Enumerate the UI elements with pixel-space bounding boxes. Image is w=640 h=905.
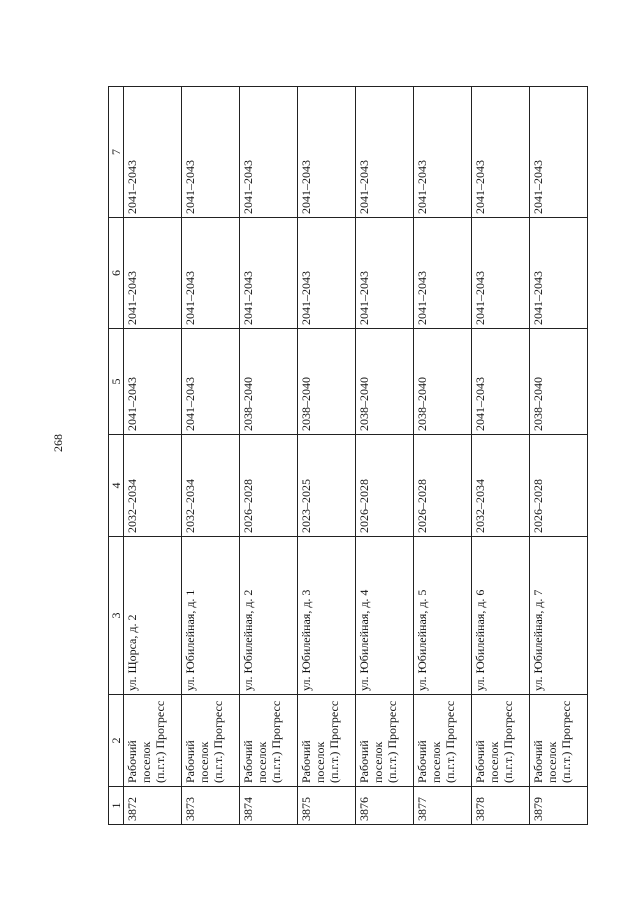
locality-line: поселок: [255, 741, 269, 783]
locality-line: Рабочий: [299, 740, 313, 783]
address-cell: ул. Юбилейная, д. 5: [414, 537, 472, 695]
locality-line: (п.г.т.) Прогресс: [385, 700, 399, 783]
address-cell: ул. Юбилейная, д. 3: [298, 537, 356, 695]
period-cell-col4: 2026–2028: [414, 435, 472, 537]
period-cell-col6: 2041–2043: [414, 218, 472, 329]
table-row: [182, 87, 240, 825]
period-cell-col5: 2038–2040: [530, 329, 588, 435]
period-cell-col5: 2041–2043: [124, 329, 182, 435]
period-cell-col7: 2041–2043: [472, 87, 530, 218]
period-cell-col7: 2041–2043: [298, 87, 356, 218]
row-number-cell: 3875: [298, 787, 356, 825]
locality-line: (п.г.т.) Прогресс: [153, 700, 167, 783]
period-cell-col6: 2041–2043: [356, 218, 414, 329]
period-cell-col5: 2038–2040: [298, 329, 356, 435]
row-number-cell: 3872: [124, 787, 182, 825]
table-row: [472, 87, 530, 825]
header-cell: 4: [109, 435, 124, 537]
period-cell-col7: 2041–2043: [530, 87, 588, 218]
table-row: [298, 87, 356, 825]
address-cell: ул. Юбилейная, д. 7: [530, 537, 588, 695]
locality-line: Рабочий: [415, 740, 429, 783]
period-cell-col4: 2023–2025: [298, 435, 356, 537]
locality-line: поселок: [197, 741, 211, 783]
period-cell-col7: 2041–2043: [414, 87, 472, 218]
address-cell: ул. Юбилейная, д. 6: [472, 537, 530, 695]
locality-line: Рабочий: [357, 740, 371, 783]
table-header-row: [109, 87, 124, 825]
period-cell-col5: 2038–2040: [240, 329, 298, 435]
locality-line: поселок: [429, 741, 443, 783]
row-number-cell: 3877: [414, 787, 472, 825]
locality-line: поселок: [487, 741, 501, 783]
header-cell: 5: [109, 329, 124, 435]
locality-line: Рабочий: [183, 740, 197, 783]
period-cell-col5: 2041–2043: [182, 329, 240, 435]
rotated-table-frame: [108, 87, 588, 825]
locality-cell: [530, 695, 588, 787]
locality-line: (п.г.т.) Прогресс: [559, 700, 573, 783]
row-number-cell: 3878: [472, 787, 530, 825]
locality-cell: [298, 695, 356, 787]
locality-line: (п.г.т.) Прогресс: [501, 700, 515, 783]
row-number-cell: 3879: [530, 787, 588, 825]
locality-line: (п.г.т.) Прогресс: [269, 700, 283, 783]
locality-line: поселок: [313, 741, 327, 783]
row-number-cell: 3874: [240, 787, 298, 825]
locality-cell: [472, 695, 530, 787]
locality-line: (п.г.т.) Прогресс: [443, 700, 457, 783]
period-cell-col6: 2041–2043: [124, 218, 182, 329]
table-row: [240, 87, 298, 825]
locality-line: Рабочий: [241, 740, 255, 783]
locality-line: Рабочий: [473, 740, 487, 783]
locality-line: (п.г.т.) Прогресс: [327, 700, 341, 783]
period-cell-col4: 2026–2028: [356, 435, 414, 537]
period-cell-col6: 2041–2043: [240, 218, 298, 329]
period-cell-col4: 2026–2028: [530, 435, 588, 537]
locality-line: поселок: [139, 741, 153, 783]
data-table: [108, 86, 588, 825]
period-cell-col7: 2041–2043: [182, 87, 240, 218]
period-cell-col4: 2032–2034: [182, 435, 240, 537]
period-cell-col4: 2026–2028: [240, 435, 298, 537]
locality-cell: [240, 695, 298, 787]
period-cell-col6: 2041–2043: [472, 218, 530, 329]
locality-line: поселок: [545, 741, 559, 783]
period-cell-col6: 2041–2043: [298, 218, 356, 329]
address-cell: ул. Щорса, д. 2: [124, 537, 182, 695]
locality-cell: [124, 695, 182, 787]
header-cell: 3: [109, 537, 124, 695]
row-number-cell: 3873: [182, 787, 240, 825]
header-cell: 6: [109, 218, 124, 329]
period-cell-col5: 2038–2040: [356, 329, 414, 435]
table-row: [124, 87, 182, 825]
period-cell-col4: 2032–2034: [472, 435, 530, 537]
header-cell: 1: [109, 787, 124, 825]
address-cell: ул. Юбилейная, д. 2: [240, 537, 298, 695]
period-cell-col7: 2041–2043: [356, 87, 414, 218]
locality-line: Рабочий: [125, 740, 139, 783]
locality-cell: [182, 695, 240, 787]
row-number-cell: 3876: [356, 787, 414, 825]
period-cell-col7: 2041–2043: [124, 87, 182, 218]
period-cell-col4: 2032–2034: [124, 435, 182, 537]
address-cell: ул. Юбилейная, д. 4: [356, 537, 414, 695]
period-cell-col6: 2041–2043: [182, 218, 240, 329]
header-cell: 7: [109, 87, 124, 218]
period-cell-col5: 2038–2040: [414, 329, 472, 435]
locality-cell: [414, 695, 472, 787]
header-cell: 2: [109, 695, 124, 787]
period-cell-col5: 2041–2043: [472, 329, 530, 435]
table-row: [530, 87, 588, 825]
table-row: [356, 87, 414, 825]
locality-line: Рабочий: [531, 740, 545, 783]
table-container: [108, 87, 588, 825]
period-cell-col7: 2041–2043: [240, 87, 298, 218]
period-cell-col6: 2041–2043: [530, 218, 588, 329]
locality-line: поселок: [371, 741, 385, 783]
table-row: [414, 87, 472, 825]
page-number: 268: [51, 434, 65, 452]
locality-cell: [356, 695, 414, 787]
address-cell: ул. Юбилейная, д. 1: [182, 537, 240, 695]
locality-line: (п.г.т.) Прогресс: [211, 700, 225, 783]
